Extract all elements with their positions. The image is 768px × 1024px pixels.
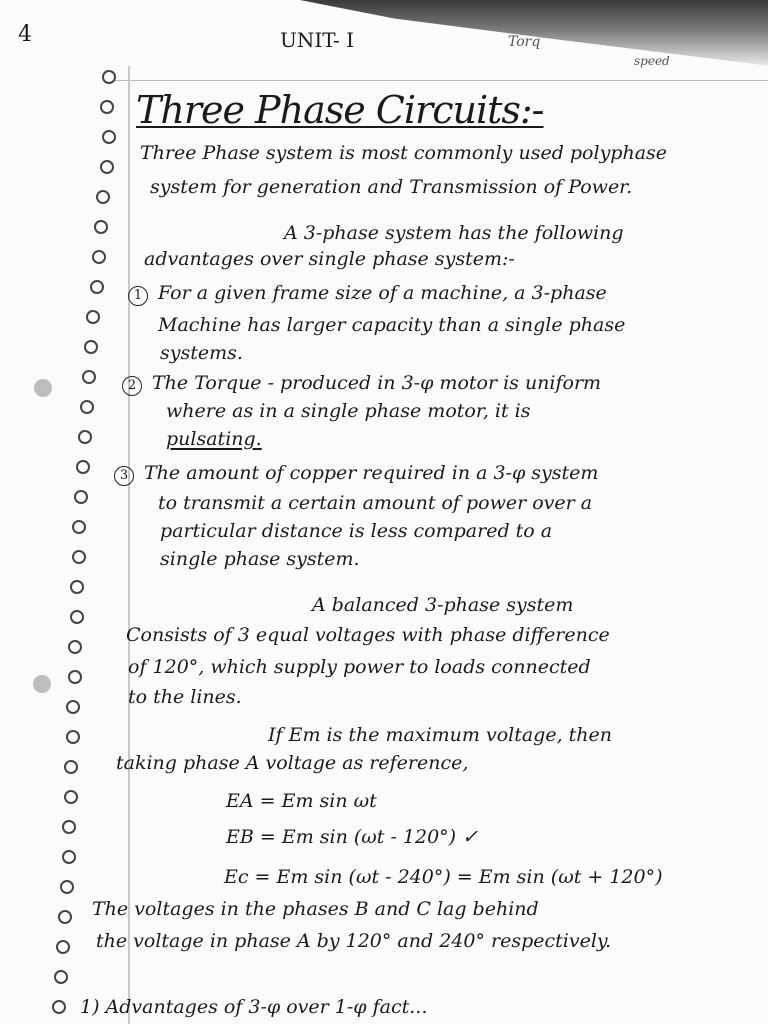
spiral-binding — [24, 60, 124, 1020]
point-3-line — [114, 462, 598, 486]
binding-hole — [96, 190, 110, 204]
point-2-line: pulsating. — [166, 428, 262, 450]
top-right-scrawl: Torq — [508, 34, 541, 50]
point-3-line: particular distance is less compared to a — [160, 520, 553, 542]
binding-hole — [84, 340, 98, 354]
binding-hole — [64, 790, 78, 804]
binding-hole — [62, 850, 76, 864]
point-3-text: The amount of copper required in a 3-φ system — [144, 462, 599, 484]
point-2-text: The Torque - produced in 3-φ motor is uniform — [152, 372, 602, 394]
conclusion-line: the voltage in phase A by 120° and 240° respectively. — [96, 930, 612, 952]
scan-shadow — [300, 0, 768, 66]
point-number: 1 — [128, 286, 148, 306]
binding-hole — [52, 1000, 66, 1014]
binding-hole — [102, 70, 116, 84]
balanced-line: A balanced 3-phase system — [312, 594, 574, 616]
binding-hole — [64, 760, 78, 774]
footer-line: 1) Advantages of 3-φ over 1-φ fact... — [80, 996, 428, 1018]
point-number: 2 — [122, 376, 142, 396]
binding-hole — [70, 580, 84, 594]
unit-heading: UNIT- I — [280, 28, 355, 52]
page-title: Three Phase Circuits:- — [136, 88, 544, 132]
conclusion-line: The voltages in the phases B and C lag behind — [92, 898, 539, 920]
binding-hole — [66, 700, 80, 714]
binding-hole — [70, 610, 84, 624]
binding-hole — [74, 490, 88, 504]
intro-line: system for generation and Transmission of Power. — [150, 176, 633, 198]
punch-hole — [34, 379, 52, 397]
binding-hole — [68, 640, 82, 654]
intro-line: A 3-phase system has the following — [284, 222, 624, 244]
point-2-line — [122, 372, 601, 396]
equation-eb: EB = Em sin (ωt - 120°) ✓ — [226, 826, 479, 848]
point-number: 3 — [114, 466, 134, 486]
binding-hole — [58, 910, 72, 924]
point-1-line: systems. — [160, 342, 243, 364]
binding-hole — [76, 460, 90, 474]
punch-hole — [33, 675, 51, 693]
balanced-line: to the lines. — [128, 686, 242, 708]
binding-hole — [102, 130, 116, 144]
binding-hole — [86, 310, 100, 324]
balanced-line: of 120°, which supply power to loads connected — [128, 656, 591, 678]
binding-hole — [100, 160, 114, 174]
point-1-line: Machine has larger capacity than a single phase — [158, 314, 626, 336]
balanced-line: Consists of 3 equal voltages with phase difference — [126, 624, 610, 646]
top-rule — [110, 80, 768, 81]
point-2-line: where as in a single phase motor, it is — [166, 400, 531, 422]
binding-hole — [94, 220, 108, 234]
point-1-line — [128, 282, 607, 306]
margin-line — [128, 66, 130, 1024]
point-3-line: single phase system. — [160, 548, 360, 570]
intro-line: Three Phase system is most commonly used polyphase — [140, 142, 668, 164]
intro-line: advantages over single phase system:- — [144, 248, 515, 270]
binding-hole — [82, 370, 96, 384]
em-line: taking phase A voltage as reference, — [116, 752, 469, 774]
binding-hole — [66, 730, 80, 744]
binding-hole — [80, 400, 94, 414]
binding-hole — [60, 880, 74, 894]
binding-hole — [92, 250, 106, 264]
binding-hole — [100, 100, 114, 114]
binding-hole — [72, 550, 86, 564]
equation-ec: Ec = Em sin (ωt - 240°) = Em sin (ωt + 120°) — [224, 866, 663, 888]
binding-hole — [72, 520, 86, 534]
binding-hole — [54, 970, 68, 984]
binding-hole — [68, 670, 82, 684]
point-3-line: to transmit a certain amount of power over a — [158, 492, 593, 514]
binding-hole — [90, 280, 104, 294]
point-1-text: For a given frame size of a machine, a 3-phase — [158, 282, 607, 304]
page-number: 4 — [18, 22, 32, 47]
binding-hole — [56, 940, 70, 954]
em-line: If Em is the maximum voltage, then — [268, 724, 613, 746]
equation-ea: EA = Em sin ωt — [226, 790, 377, 812]
binding-hole — [78, 430, 92, 444]
top-right-scrawl: speed — [634, 54, 670, 68]
binding-hole — [62, 820, 76, 834]
